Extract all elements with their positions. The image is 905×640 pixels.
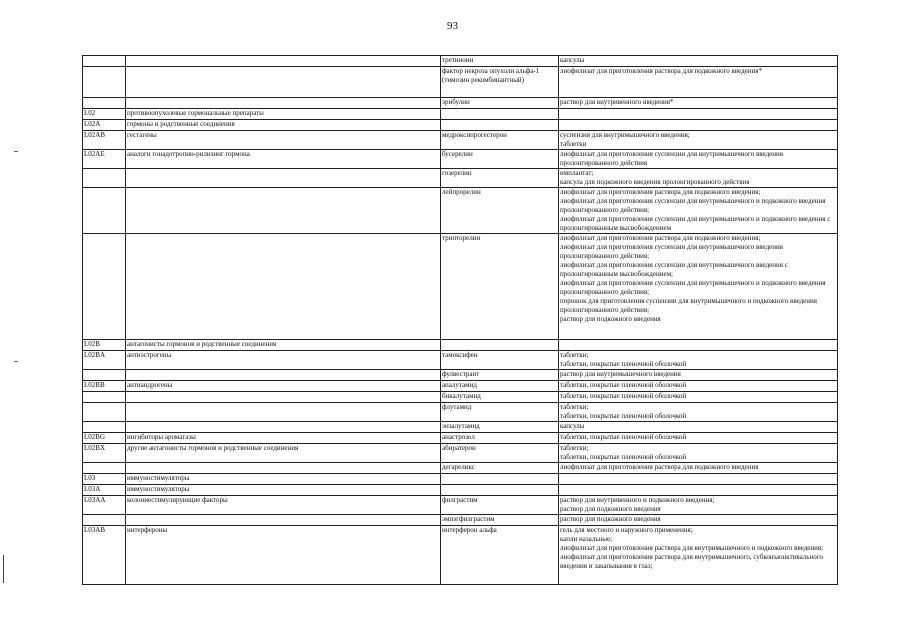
dosage-form-cell — [559, 340, 838, 351]
atc-code-cell — [83, 169, 126, 188]
dosage-form-cell: таблетки; таблетки, покрытые пленочной оболочкой — [559, 444, 838, 463]
table-row — [83, 234, 838, 340]
table-row — [83, 433, 838, 444]
group-name-cell — [126, 370, 441, 381]
atc-code-cell — [83, 370, 126, 381]
table-row — [83, 131, 838, 150]
drug-name-cell: дегареликс — [441, 463, 559, 474]
drug-name-cell: третиноин — [441, 56, 559, 67]
dosage-form-cell — [559, 474, 838, 485]
table-row — [83, 403, 838, 422]
atc-code-cell: L02BB — [83, 381, 126, 392]
atc-code-cell: L03AB — [83, 526, 126, 585]
group-name-cell — [126, 234, 441, 340]
drug-name-cell — [441, 109, 559, 120]
table-row — [83, 169, 838, 188]
atc-code-cell — [83, 422, 126, 433]
table-row — [83, 392, 838, 403]
atc-code-cell: L03A — [83, 485, 126, 496]
drug-name-cell: бикалутамид — [441, 392, 559, 403]
group-name-cell — [126, 98, 441, 109]
margin-dash — [14, 361, 18, 362]
drug-name-cell: гозерелин — [441, 169, 559, 188]
group-name-cell: противоопухолевые гормональные препараты — [126, 109, 441, 120]
atc-code-cell — [83, 234, 126, 340]
atc-code-cell: L02AB — [83, 131, 126, 150]
dosage-form-cell: гель для местного и наружного применения; капли назальные; лиофилизат для приготовления раствора для внутримышечного и подкожного введения; лиофилизат для приготовления раствора для внутримышечного, субконъюнктивального введения и закапывания в глаз; — [559, 526, 838, 585]
dosage-form-cell: таблетки; таблетки, покрытые пленочной оболочкой — [559, 351, 838, 370]
drug-name-cell — [441, 485, 559, 496]
group-name-cell: иммуностимуляторы — [126, 485, 441, 496]
atc-code-cell — [83, 56, 126, 67]
table-row — [83, 370, 838, 381]
atc-code-cell — [83, 515, 126, 526]
table-row — [83, 444, 838, 463]
group-name-cell — [126, 392, 441, 403]
table-row — [83, 150, 838, 169]
atc-code-cell — [83, 463, 126, 474]
drug-name-cell: эмпэгфилграстим — [441, 515, 559, 526]
drug-name-cell — [441, 120, 559, 131]
margin-mark — [3, 555, 6, 583]
group-name-cell: гормоны и родственные соединения — [126, 120, 441, 131]
dosage-form-cell: таблетки; таблетки, покрытые пленочной оболочкой — [559, 403, 838, 422]
drug-name-cell — [441, 474, 559, 485]
dosage-form-cell: капсулы — [559, 422, 838, 433]
dosage-form-cell — [559, 120, 838, 131]
table-row — [83, 188, 838, 234]
dosage-form-cell: лиофилизат для приготовления раствора для подкожного введения; лиофилизат для приготовления суспензии для внутримышечного введения пролонгированного действия; лиофилизат для приготовления суспензии для внутримышечного введения с пролонгированным высвобождением; лиофилизат для приготовления суспензии для внутримышечного и подкожного введения пролонгированного действия; порошок для приготовления суспензии для внутримышечного и подкожного введения пролонгированного действия; раствор для подкожного введения — [559, 234, 838, 340]
dosage-form-cell: раствор для внутривенного введения* — [559, 98, 838, 109]
group-name-cell — [126, 515, 441, 526]
table-row — [83, 485, 838, 496]
drug-name-cell: медроксипрогестерон — [441, 131, 559, 150]
table-row — [83, 422, 838, 433]
table-row — [83, 463, 838, 474]
drug-name-cell: трипторелин — [441, 234, 559, 340]
table-row — [83, 474, 838, 485]
table-row — [83, 109, 838, 120]
dosage-form-cell: таблетки, покрытые пленочной оболочкой — [559, 392, 838, 403]
atc-code-cell: L02 — [83, 109, 126, 120]
group-name-cell: гестагены — [126, 131, 441, 150]
margin-dash — [14, 151, 18, 152]
group-name-cell — [126, 463, 441, 474]
dosage-form-cell: капсулы — [559, 56, 838, 67]
drug-classification-table — [82, 55, 838, 585]
table-row — [83, 340, 838, 351]
table-row — [83, 98, 838, 109]
drug-name-cell: фактор некроза опухоли альфа-1 (тимозин рекомбинантный) — [441, 67, 559, 98]
table-row — [83, 351, 838, 370]
drug-name-cell: интерферон альфа — [441, 526, 559, 585]
group-name-cell: аналоги гонадотропин-рилизинг гормона — [126, 150, 441, 169]
table-row — [83, 526, 838, 585]
dosage-form-cell: лиофилизат для приготовления раствора для подкожного введения — [559, 463, 838, 474]
drug-name-cell: флутамид — [441, 403, 559, 422]
table-row — [83, 381, 838, 392]
atc-code-cell: L02BG — [83, 433, 126, 444]
dosage-form-cell — [559, 485, 838, 496]
drug-name-cell: абиратерон — [441, 444, 559, 463]
group-name-cell: другие антагонисты гормонов и родственные соединения — [126, 444, 441, 463]
dosage-form-cell: имплантат; капсула для подкожного введения пролонгированного действия — [559, 169, 838, 188]
drug-name-cell: фулвестрант — [441, 370, 559, 381]
atc-code-cell: L03AA — [83, 496, 126, 515]
dosage-form-cell: раствор для внутримышечного введения — [559, 370, 838, 381]
atc-code-cell — [83, 392, 126, 403]
dosage-form-cell — [559, 109, 838, 120]
drug-name-cell: лейпрорелин — [441, 188, 559, 234]
group-name-cell: интерфероны — [126, 526, 441, 585]
atc-code-cell — [83, 67, 126, 98]
dosage-form-cell: раствор для подкожного введения — [559, 515, 838, 526]
drug-name-cell — [441, 340, 559, 351]
page-number: 93 — [447, 20, 458, 32]
atc-code-cell: L03 — [83, 474, 126, 485]
drug-name-cell: филграстим — [441, 496, 559, 515]
atc-code-cell: L02B — [83, 340, 126, 351]
atc-code-cell: L02BX — [83, 444, 126, 463]
drug-name-cell: тамоксифен — [441, 351, 559, 370]
group-name-cell: антиэстрогены — [126, 351, 441, 370]
dosage-form-cell: таблетки, покрытые пленочной оболочкой — [559, 381, 838, 392]
group-name-cell — [126, 67, 441, 98]
drug-name-cell: бусерелин — [441, 150, 559, 169]
table-row — [83, 515, 838, 526]
dosage-form-cell: лиофилизат для приготовления суспензии для внутримышечного введения пролонгированного действия — [559, 150, 838, 169]
atc-code-cell: L02AE — [83, 150, 126, 169]
atc-code-cell — [83, 188, 126, 234]
table-row — [83, 67, 838, 98]
drug-name-cell: анастрозол — [441, 433, 559, 444]
group-name-cell — [126, 169, 441, 188]
group-name-cell — [126, 422, 441, 433]
atc-code-cell: L02A — [83, 120, 126, 131]
group-name-cell: ингибиторы ароматазы — [126, 433, 441, 444]
drug-name-cell: эрибулин — [441, 98, 559, 109]
group-name-cell — [126, 188, 441, 234]
atc-code-cell — [83, 403, 126, 422]
group-name-cell: антагонисты гормонов и родственные соединения — [126, 340, 441, 351]
dosage-form-cell: таблетки, покрытые пленочной оболочкой — [559, 433, 838, 444]
atc-code-cell: L02BA — [83, 351, 126, 370]
group-name-cell: антиандрогены — [126, 381, 441, 392]
drug-name-cell: энзалутамид — [441, 422, 559, 433]
group-name-cell — [126, 403, 441, 422]
dosage-form-cell: лиофилизат для приготовления раствора для подкожного введения; лиофилизат для приготовления суспензии для внутримышечного и подкожного введения пролонгированного действия; лиофилизат для приготовления суспензии для внутримышечного и подкожного введения с пролонгированным высвобождением — [559, 188, 838, 234]
group-name-cell: колониестимулирующие факторы — [126, 496, 441, 515]
group-name-cell — [126, 56, 441, 67]
table-row — [83, 496, 838, 515]
dosage-form-cell: раствор для внутривенного и подкожного введения; раствор для подкожного введения — [559, 496, 838, 515]
drug-name-cell: апалутамид — [441, 381, 559, 392]
dosage-form-cell: лиофилизат для приготовления раствора для подкожного введения* — [559, 67, 838, 98]
table-row — [83, 120, 838, 131]
group-name-cell: иммуностимуляторы — [126, 474, 441, 485]
dosage-form-cell: суспензия для внутримышечного введения; таблетки — [559, 131, 838, 150]
atc-code-cell — [83, 98, 126, 109]
table-row — [83, 56, 838, 67]
